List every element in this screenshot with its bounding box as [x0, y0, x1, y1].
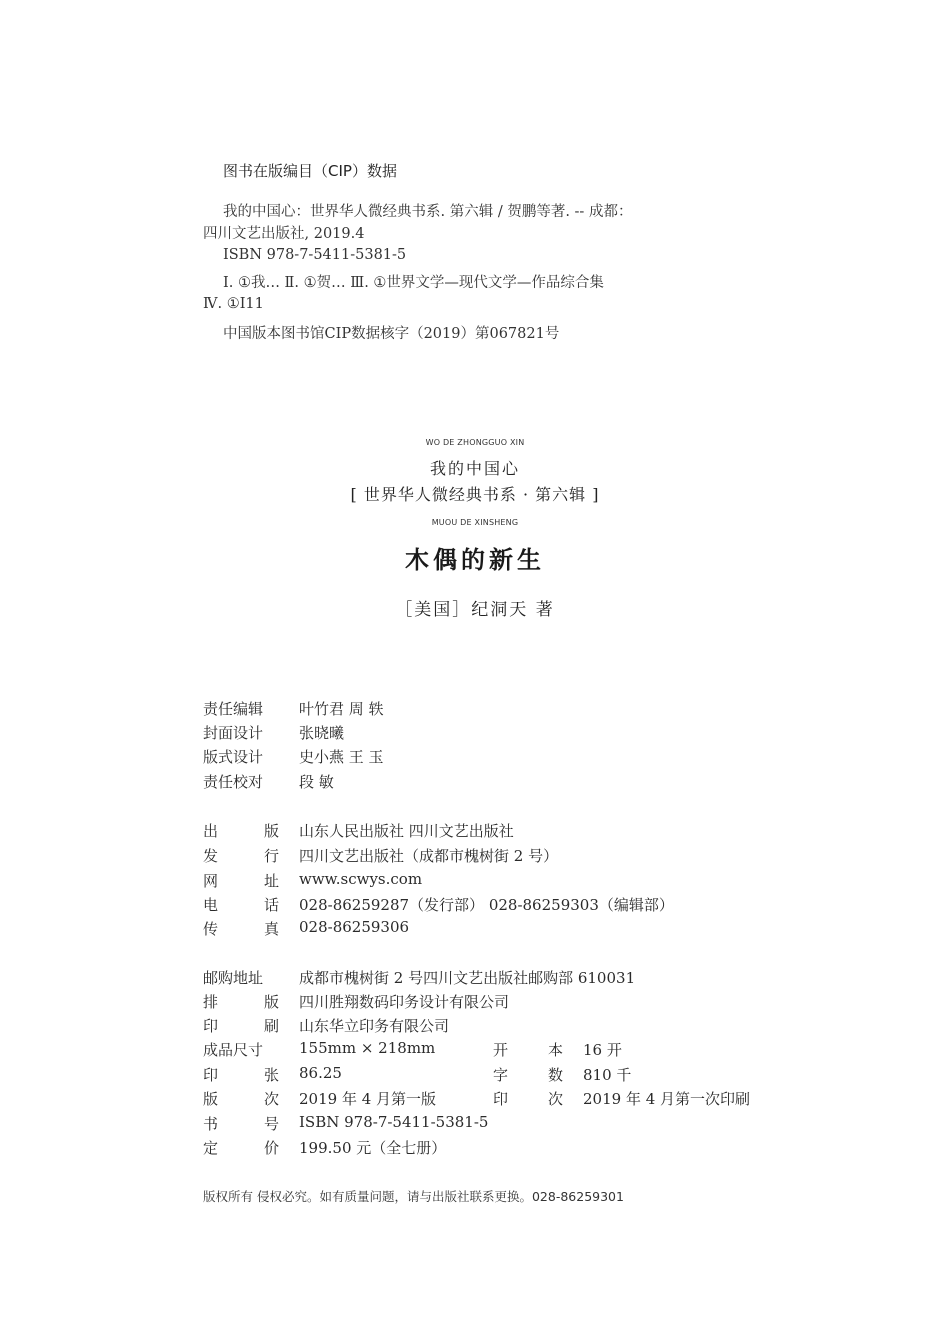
- edition-value: 2019 年 4 月第一版: [299, 1090, 437, 1108]
- size-label: 成品尺寸: [203, 1041, 264, 1059]
- distributor-label: 发 行: [203, 847, 279, 865]
- series-subtitle: [ 世界华人微经典书系 · 第六辑 ]: [350, 485, 600, 504]
- publisher-label: 出 版: [203, 822, 279, 840]
- staff-value: 段 敏: [299, 773, 334, 791]
- book-title: 木偶的新生: [405, 545, 545, 574]
- cip-line-1: 我的中国心：世界华人微经典书系. 第六辑 / 贺鹏等著. -- 成都：: [223, 204, 633, 220]
- cip-line-3: ISBN 978-7-5411-5381-5: [223, 247, 407, 263]
- cip-line-6: 中国版本图书馆CIP数据核字（2019）第067821号: [223, 326, 560, 342]
- word-count-value: 810 千: [583, 1066, 632, 1084]
- price-value: 199.50 元（全七册）: [299, 1139, 447, 1157]
- staff-label: 责任校对: [203, 773, 264, 791]
- format-label: 开 本: [493, 1041, 563, 1059]
- printing-value: 山东华立印务有限公司: [299, 1017, 450, 1035]
- typesetting-value: 四川胜翔数码印务设计有限公司: [299, 993, 510, 1011]
- website-label: 网 址: [203, 872, 279, 890]
- staff-label: 责任编辑: [203, 700, 264, 718]
- series-pinyin: WO DE ZHONGGUO XIN: [425, 438, 525, 447]
- impression-label: 印 次: [493, 1090, 563, 1108]
- publisher-value: 山东人民出版社 四川文艺出版社: [299, 822, 514, 840]
- isbn-label: 书 号: [203, 1115, 279, 1133]
- cip-line-5: Ⅳ. ①I11: [203, 296, 264, 312]
- fax-label: 传 真: [203, 920, 279, 938]
- isbn-value: ISBN 978-7-5411-5381-5: [299, 1113, 489, 1131]
- website-value: www.scwys.com: [299, 870, 423, 888]
- format-value: 16 开: [583, 1041, 622, 1059]
- mail-order-label: 邮购地址: [203, 969, 264, 987]
- phone-value: 028-86259287（发行部） 028-86259303（编辑部）: [299, 896, 674, 914]
- word-count-label: 字 数: [493, 1066, 563, 1084]
- fax-value: 028-86259306: [299, 918, 410, 936]
- printing-label: 印 刷: [203, 1017, 279, 1035]
- cip-heading: 图书在版编目（CIP）数据: [223, 162, 397, 180]
- cip-line-2: 四川文艺出版社, 2019.4: [203, 226, 365, 242]
- copyright-footer: 版权所有 侵权必究。如有质量问题，请与出版社联系更换。028-86259301: [203, 1189, 624, 1204]
- staff-label: 封面设计: [203, 724, 264, 742]
- sheets-label: 印 张: [203, 1066, 279, 1084]
- series-name: 我的中国心: [429, 459, 520, 478]
- book-pinyin: MUOU DE XINSHENG: [431, 518, 519, 527]
- edition-label: 版 次: [203, 1090, 279, 1108]
- sheets-value: 86.25: [299, 1064, 342, 1082]
- staff-value: 叶竹君 周 轶: [299, 700, 384, 718]
- staff-value: 史小燕 王 玉: [299, 748, 384, 766]
- price-label: 定 价: [203, 1139, 279, 1157]
- distributor-value: 四川文艺出版社（成都市槐树街 2 号）: [299, 847, 559, 865]
- typesetting-label: 排 版: [203, 993, 279, 1011]
- phone-label: 电 话: [203, 896, 279, 914]
- staff-label: 版式设计: [203, 748, 264, 766]
- impression-value: 2019 年 4 月第一次印刷: [583, 1090, 751, 1108]
- author-line: ［美国］纪洞天 著: [395, 600, 555, 620]
- size-value: 155mm × 218mm: [299, 1039, 436, 1057]
- staff-value: 张晓曦: [299, 724, 345, 742]
- mail-order-value: 成都市槐树街 2 号四川文艺出版社邮购部 610031: [299, 969, 636, 987]
- cip-line-4: Ⅰ. ①我… Ⅱ. ①贺… Ⅲ. ①世界文学—现代文学—作品综合集: [223, 275, 604, 291]
